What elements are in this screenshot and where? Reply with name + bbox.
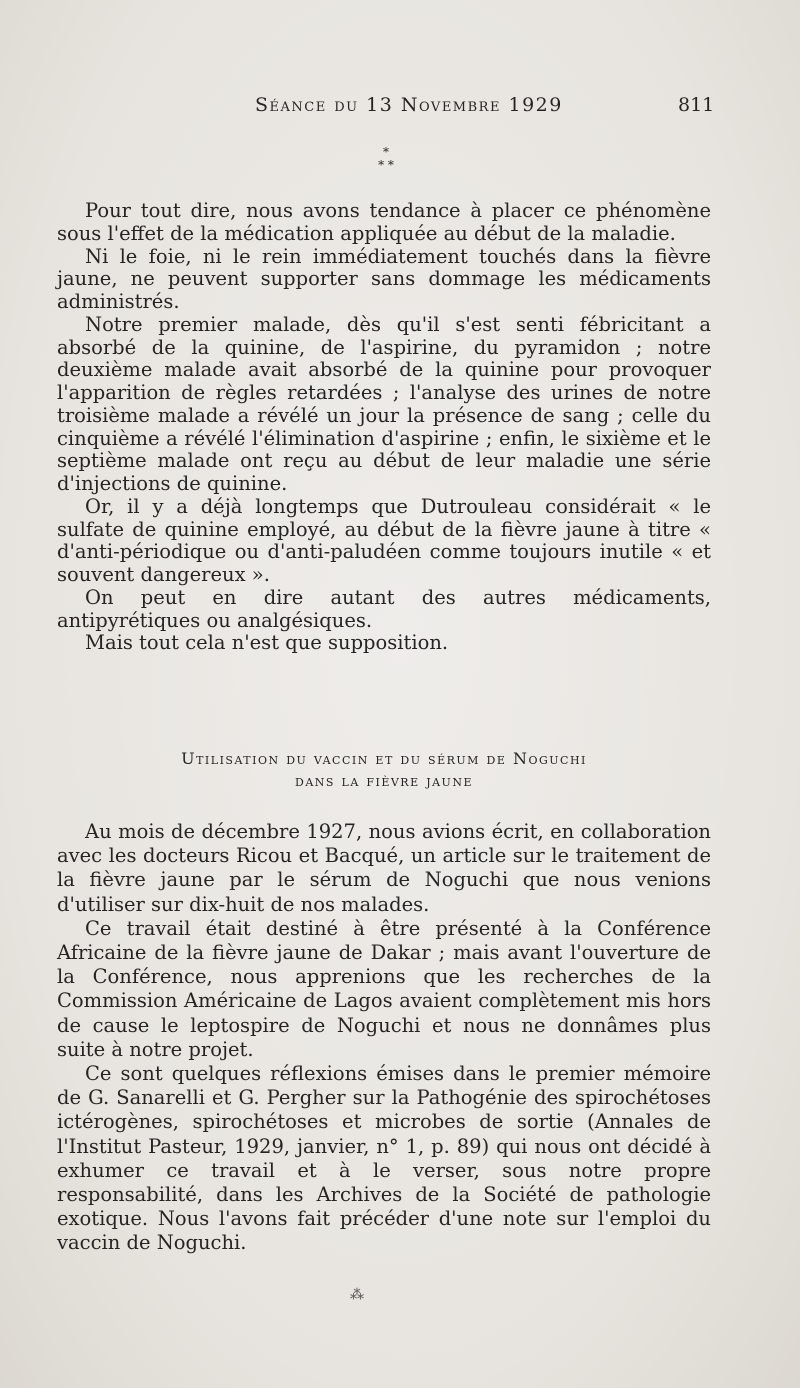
footer-mark: ⁂ xyxy=(350,1287,364,1303)
paragraph: Or, il y a déjà longtemps que Dutrouleau considérait « le sulfate de quinine employé, au début de la fièvre jaune à titre « d'anti-périodique ou d'anti-paludéen comme toujours inutile « et souvent dangereux ». xyxy=(57,494,711,586)
section-ornament xyxy=(368,146,404,172)
ornament-top: * xyxy=(383,145,389,159)
page-header xyxy=(0,94,800,124)
section-title xyxy=(57,748,711,792)
running-head: Séance du 13 Novembre 1929 xyxy=(255,94,563,116)
ornament-bottom: * * xyxy=(378,158,394,172)
paragraph: On peut en dire autant des autres médicaments, antipyrétiques ou analgésiques. xyxy=(57,585,711,632)
section-title-line-1: Utilisation du vaccin et du sérum de Noguchi xyxy=(181,749,587,768)
paragraph: Pour tout dire, nous avons tendance à placer ce phénomène sous l'effet de la médication appliquée au début de la maladie. xyxy=(57,199,711,245)
body-text-part-2 xyxy=(57,820,711,1256)
page-number: 811 xyxy=(678,94,715,116)
paragraph: Ni le foie, ni le rein immédiatement touchés dans la fièvre jaune, ne peuvent supporter sans dommage les médicaments administrés. xyxy=(57,244,711,313)
paragraph: Mais tout cela n'est que supposition. xyxy=(85,631,449,655)
body-text-part-1 xyxy=(57,200,711,655)
paragraph: Ce sont quelques réflexions émises dans le premier mémoire de G. Sanarelli et G. Pergher sur la Pathogénie des spirochétoses ictérogènes, spirochétoses et microbes de sortie (Annales de l'Institut Pasteur, 1929, janvier, n° 1, p. 89) qui nous ont décidé à exhumer ce travail et à le verser, sous notre propre responsabilité, dans les Archives de la Société de pathologie exotique. Nous l'avons fait précéder d'une note sur l'emploi du vaccin de Noguchi. xyxy=(57,1062,711,1255)
paragraph: Notre premier malade, dès qu'il s'est senti fébricitant a absorbé de la quinine, de l'aspirine, du pyramidon ; notre deuxième malade avait absorbé de la quinine pour provoquer l'apparition de règles retardées ; l'analyse des urines de notre troisième malade a révélé un jour la présence de sang ; celle du cinquième a révélé l'élimination d'aspirine ; enfin, le sixième et le septième malade ont reçu au début de leur maladie une série d'injections de quinine. xyxy=(57,312,711,495)
section-title-line-2: dans la fièvre jaune xyxy=(295,771,473,790)
paragraph: Ce travail était destiné à être présenté à la Conférence Africaine de la fièvre jaune de Dakar ; mais avant l'ouverture de la Conférence, nous apprenions que les recherches de la Commission Américaine de Lagos avaient complètement mis hors de cause le leptospire de Noguchi et nous ne donnâmes plus suite à notre projet. xyxy=(57,916,711,1061)
paragraph: Au mois de décembre 1927, nous avions écrit, en collaboration avec les docteurs Ricou et Bacqué, un article sur le traitement de la fièvre jaune par le sérum de Noguchi que nous venions d'utiliser sur dix-huit de nos malades. xyxy=(57,820,711,916)
